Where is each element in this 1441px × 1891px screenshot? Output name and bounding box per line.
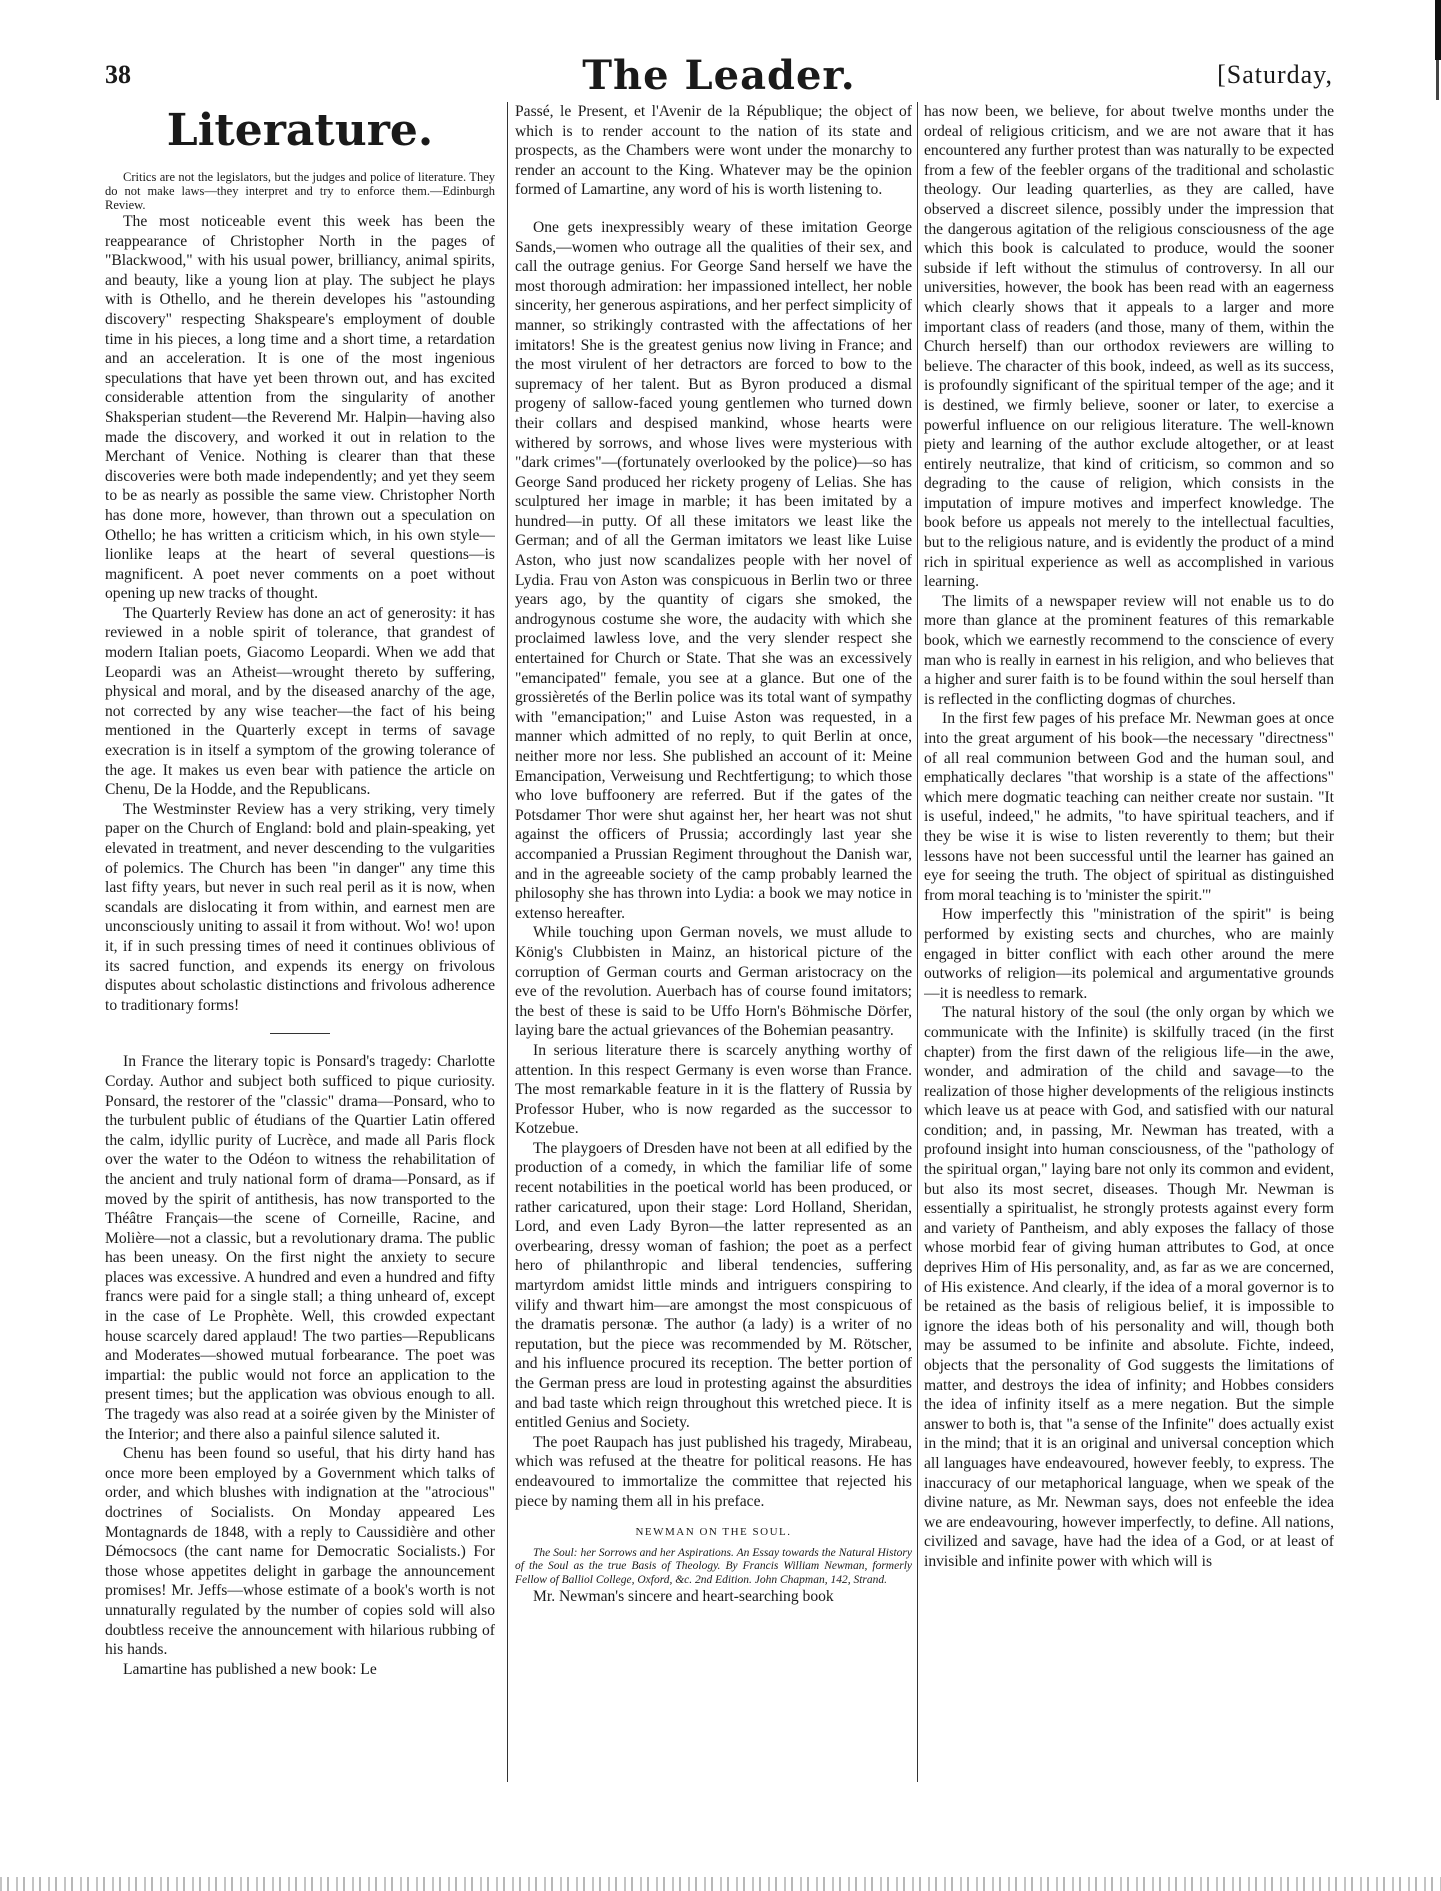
review-heading: NEWMAN ON THE SOUL. [635, 1526, 792, 1539]
spacer [515, 200, 912, 218]
column-rule-1 [507, 102, 508, 1782]
column-1 [105, 102, 495, 1782]
motto: Critics are not the legislators, but the judges and police of literature. They do not make laws—they interpret and try to enforce them.—Edinburgh Review. [105, 170, 495, 212]
paragraph: The limits of a newspaper review will not enable us to do more than glance at the prominent features of this remarkable book, which we earnestly recommend to the conscience of every man who is really in earnest in his religion, and who believes that a higher and surer faith is to be found within the soul herself than is reflected in the conflicting dogmas of churches. [924, 592, 1334, 708]
page-header [105, 52, 1333, 99]
section-separator [270, 1033, 330, 1034]
column-2 [515, 102, 912, 1782]
paragraph: The natural history of the soul (the only organ by which we communicate with the Infinite) is skilfully traced (in the first chapter) from the first dawn of the religious life—in the awe, wonder, and admiration of the child and savage—to the realization of those higher developments of the religious instincts which leave us at peace with God, and satisfied with our natural condition; and, in passing, Mr. Newman has treated, with a profound insight into human consciousness, of the "pathology of the spiritual organ," laying bare not only its common and evident, but also its most secret, diseases. Though Mr. Newman is essentially a spiritualist, he strongly protests against every form and variety of Pantheism, and ably exposes the fallacy of those whose morbid fear of giving human attributes to God, at once deprives Him of His personality, and, as far as we are concerned, of His existence. And clearly, if the idea of a moral governor is to be retained as the basis of religious belief, it is impossible to ignore the ideas both of his personality and will, though both may be assumed to be infinite and absolute. Fichte, indeed, objects that the personality of God suggests the limitations of matter, and destroys the idea of infinity; and Hobbes considers the idea of infinity itself as a mere negation. But the simple answer to both is, that "a sense of the Infinite" does actually exist in the mind; that it is an original and universal conception which all languages have endeavoured, however feebly, to express. The inaccuracy of our metaphorical language, when we speak of the divine nature, as Mr. Newman says, does not enfeeble the idea we are endeavouring, however imperfectly, to define. All nations, civilized and savage, have had the idea of a God, or at least of invisible and infinite power with which will is [924, 1004, 1334, 1570]
paragraph: The poet Raupach has just published his tragedy, Mirabeau, which was refused at the theatre for political reasons. He has endeavoured to immortalize the committee that rejected his piece by naming them all in his preface. [515, 1433, 912, 1510]
paragraph: One gets inexpressibly weary of these imitation George Sands,—women who outrage all the qualities of their sex, and call the outrage genius. For George Sand herself we have the most thorough admiration: her impassioned intellect, her noble sincerity, her generous aspirations, and her perfect simplicity of manner, so strikingly contrasted with the affectations of her imitators! She is the greatest genius now living in France; and the most virulent of her detractors are forced to bow to the supremacy of her talent. But as Byron produced a dismal progeny of sallow-faced young gentlemen who turned down their collars and despised mankind, whose hearts were withered by sorrows, and whose lives were mysterious with "dark crimes"—(fortunately overlooked by the police)—so has George Sand produced her rickety progeny of Lelias. She has sculptured her image in marble; it has been imitated by a hundred—in putty. Of all these imitators we least like the German; and of all the German imitators we least like Luise Aston, who just now scandalizes people with her novel of Lydia. Frau von Aston was conspicuous in Berlin two or three years ago, by the quantity of cigars she smoked, the androgynous costume she wore, the audacity with which she proclaimed lawless love, and the very slender respect she entertained for Church or State. That she was an excessively "emancipated" female, you see at a glance. But one of the grossièretés of the Berlin police was its total want of sympathy with "emancipation;" and Luise Aston was requested, in a manner which admitted of no reply, to quit Berlin at once, neither more nor less. She published an account of it: Meine Emancipation, Verweisung und Rechtfertigung; to which those who love buffoonery are referred. But if the gates of the Potsdamer Thor were shut against her, her heart was not shut against the officers of Prussia; accordingly last year she accompanied a Prussian Regiment throughout the Danish war, and in the agreeable society of the camp probably learned the philosophy she has thrown into Lydia: a book we may notice in extenso hereafter. [515, 218, 912, 922]
paragraph: The Quarterly Review has done an act of generosity: it has reviewed in a noble spirit of tolerance, that grandest of modern Italian poets, Giacomo Leopardi. When we add that Leopardi was an Atheist—wrought thereto by suffering, physical and moral, and by the diseased anarchy of the age, not corrected by any wise teacher—the fact of his being mentioned in the Quarterly except in terms of savage execration is in itself a symptom of the growing tolerance of the age. It makes us even bear with patience the article on Chenu, De la Hodde, and the Republicans. [105, 604, 495, 799]
section-heading: Literature. [166, 105, 434, 156]
paragraph: Passé, le Present, et l'Avenir de la République; the object of which is to render account to the nation of its state and prospects, as the Chambers were wont under the monarchy to render an account to the King. Whatever may be the opinion formed of Lamartine, any word of his is worth listening to. [515, 103, 912, 199]
paragraph: In the first few pages of his preface Mr. Newman goes at once into the great argument of his book—the necessary "directness" of all real communion between God and the human soul, and emphatically declares "that worship is a state of the affections" which mere dogmatic teaching can neither create nor sustain. "It is useful, indeed," he admits, "to have spiritual teachers, and if they be wise it is wise to listen reverently to them; but their lessons have not been successful until the learner has gained an eye for seeing the truth. The object of spiritual as distinguished from moral teaching is to 'minister the spirit.'" [924, 710, 1334, 904]
page-number: 38 [105, 60, 131, 89]
paragraph: In serious literature there is scarcely anything worthy of attention. In this respect Germany is even worse than France. The most remarkable feature in it is the flattery of Russia by Professor Huber, who is now regarded as the successor to Kotzebue. [515, 1041, 912, 1138]
paragraph: The playgoers of Dresden have not been at all edified by the production of a comedy, in which the familiar life of some recent notabilities in the poetical world has been produced, or rather caricatured, upon their stage: Lord Holland, Sheridan, Lord, and even Lady Byron—the latter represented as an overbearing, dressy woman of fashion; the poet as a perfect hero of philanthropic and liberal tendencies, suffering martyrdom amidst little minds and intriguers conspiring to vilify and thwart him—are amongst the most conspicuous of the dramatis personæ. The author (a lady) is a writer of no reputation, but the piece was recommended by M. Rötscher, and his influence procured its reception. The better portion of the German press are loud in protesting against the absurdities and bad taste which reign throughout this wretched piece. It is entitled Genius and Society. [515, 1139, 912, 1432]
review-bibliographic-note: The Soul: her Sorrows and her Aspirations. An Essay towards the Natural History of the Soul as the true Basis of Theology. By Francis William Newman, formerly Fellow of Balliol College, Oxford, &c. 2nd Edition. John Chapman, 142, Strand. [515, 1546, 912, 1586]
paragraph: Chenu has been found so useful, that his dirty hand has once more been employed by a Government which talks of order, and which blushes with indignation at the "atrocious" doctrines of Socialists. On Monday appeared Les Montagnards de 1848, with a reply to Caussidière and other Démocsocs (the cant name for Democratic Socialists.) For those whose appetites delight in garbage the announcement promises! Mr. Jeffs—whose estimate of a book's worth is not unnaturally regulated by the number of copies sold will also doubtless receive the announcement with hilarious rubbing of his hands. [105, 1445, 495, 1659]
paragraph: Mr. Newman's sincere and heart-searching book [533, 1588, 834, 1606]
column-rule-2 [917, 102, 918, 1782]
paragraph: The most noticeable event this week has been the reappearance of Christopher North in the pages of "Blackwood," with his usual power, brilliancy, animal spirits, and beauty, like a young lion at play. The subject he plays with is Othello, and he therein developes his "astounding discovery" respecting Shakspeare's employment of double time in his pieces, a long time and a short time, a retardation and an acceleration. It is one of the most ingenious speculations that have yet been thrown out, and has excited considerable attention from the singularity of another Shaksperian student—the Reverend Mr. Halpin—having also made the discovery, and worked it out in relation to the Merchant of Venice. Nothing is clearer than that these discoveries were both made independently; and yet they seem to be as nearly as possible the same view. Christopher North has done more, however, than thrown out a speculation on Othello; he has written a criticism which, in his own style—lionlike leaps at the heart of several questions—is magnificent. A poet never comments on a poet without opening up new tracks of thought. [105, 213, 495, 603]
scan-edge-mark-2 [1436, 60, 1439, 100]
paragraph: The Westminster Review has a very striking, very timely paper on the Church of England: bold and plain-speaking, yet elevated in treatment, and never descending to the vulgarities of polemics. The Church has been "in danger" any time this last fifty years, but never in such real peril as it is now, when scandals are dislocating it from within, and earnest men are unconsciously uniting to assail it from without. Wo! wo! upon it, if in such pressing times of need it continues oblivious of its sacred function, and expends its energy on frivolous disputes about scholastic distinctions and frivolous adherence to traditionary forms! [105, 800, 495, 1014]
scan-bottom-edge [0, 1877, 1441, 1891]
paragraph: How imperfectly this "ministration of the spirit" is being performed by existing sects and churches, who are mainly engaged in bitter conflict with each other around the mere outworks of religion—its polemical and argumentative grounds—it is needless to remark. [924, 906, 1334, 1002]
paragraph: has now been, we believe, for about twelve months under the ordeal of religious criticism, and we are not aware that it has encountered any further protest than was naturally to be expected from a few of the feebler organs of the traditional and scholastic theology. Our leading quarterlies, as they are called, have observed a discreet silence, possibly under the impression that the dangerous agitation of the religious consciousness of the age which this book is calculated to produce, would the sooner subside if left without the stimulus of controversy. In all our universities, however, the book has been read with an eagerness which clearly shows that it appeals to a larger and more important class of readers (and those, many of them, within the Church herself) than our orthodox reviewers are willing to believe. The character of this book, indeed, as well as its success, is profoundly significant of the spiritual temper of the age; and it is destined, we firmly believe, sooner or later, to exercise a powerful influence on our religious literature. The well-known piety and learning of the author exclude altogether, or at least entirely neutralize, that kind of criticism, so common and so degrading to the cause of religion, which consists in the imputation of impure motives and imperfect knowledge. The book before us appeals not merely to the intellectual faculties, but to the religious nature, and is evidently the product of a mind rich in spiritual experience as well as accomplished in various learning. [924, 103, 1334, 591]
paragraph: While touching upon German novels, we must allude to König's Clubbisten in Mainz, an historical picture of the corruption of German courts and German aristocracy on the eve of the revolution. Auerbach has of course found imitators; the best of these is said to be Uffo Horn's Böhmische Dörfer, laying bare the actual grievances of the Bohemian peasantry. [515, 924, 912, 1040]
scan-edge-mark [1435, 0, 1441, 60]
header-day: [Saturday, [1217, 60, 1333, 89]
masthead-title: The Leader. [582, 52, 856, 99]
paragraph: Lamartine has published a new book: Le [123, 1660, 377, 1678]
paragraph: In France the literary topic is Ponsard's tragedy: Charlotte Corday. Author and subject both sufficed to pique curiosity. Ponsard, the restorer of the "classic" drama—Ponsard, who to the turbulent public of étudians of the Quartier Latin offered the calm, idyllic purity of Lucrèce, and made all Paris flock over the water to the Odéon to witness the rehabilitation of the ancient and truly national form of drama—Ponsard, as if moved by the spirit of antithesis, has now transported to the Théâtre Français—the scene of Corneille, Racine, and Molière—not a classic, but a revolutionary drama. The public has been uneasy. On the first night the anxiety to secure places was excessive. A hundred and even a hundred and fifty francs were paid for a single stall; a thing unheard of, except in the case of Le Prophète. Well, this crowded expectant house scarcely dared applaud! The two parties—Republicans and Moderates—showed mutual forbearance. The poet was impartial: the public would not force an application to the present times; but the application was obvious enough to all. The tragedy was also read at a soirée given by the Minister of the Interior; and there also a painful silence saluted it. [105, 1053, 495, 1443]
column-3 [924, 102, 1334, 1782]
